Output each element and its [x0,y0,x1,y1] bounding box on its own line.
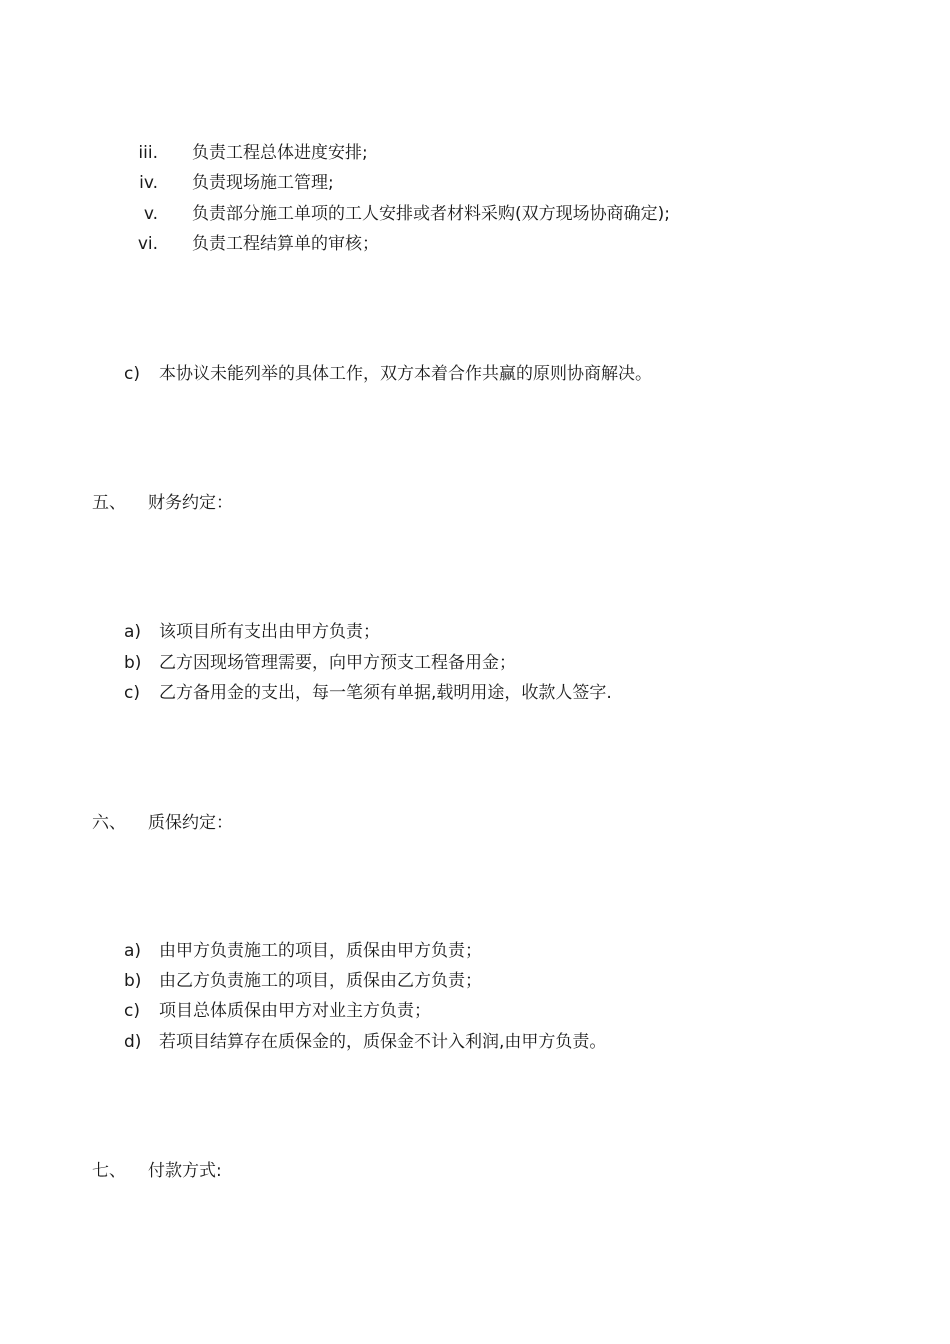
list-item-text: 负责部分施工单项的工人安排或者材料采购(双方现场协商确定); [192,204,670,224]
list-item-text: 由甲方负责施工的项目，质保由甲方负责； [159,941,482,961]
list-item-text: 负责工程结算单的审核； [192,234,379,254]
list-item [0,170,950,196]
list-item-number: iii. [138,143,158,163]
list-item [0,1029,950,1055]
list-item [0,650,950,676]
list-item-number: d) [124,1032,142,1052]
list-item-number: b) [124,971,142,991]
list-item-text: 乙方备用金的支出，每一笔须有单据,载明用途，收款人签字. [159,683,612,703]
list-item [0,938,950,964]
list-item [0,680,950,706]
section-number: 五、 [92,493,126,513]
section-heading-6 [0,810,950,836]
list-item-number: c) [124,1001,140,1021]
section-heading-5 [0,490,950,516]
list-item-text: 该项目所有支出由甲方负责； [159,622,380,642]
list-item-text: 负责现场施工管理; [192,173,334,193]
list-item-text: 项目总体质保由甲方对业主方负责； [159,1001,431,1021]
list-item-number: a) [124,941,142,961]
section-number: 七、 [92,1161,126,1181]
list-item [0,231,950,257]
section-heading-7 [0,1158,950,1184]
list-item-number: v. [143,204,158,224]
list-item-number: c) [124,683,140,703]
list-item-text: 负责工程总体进度安排; [192,143,368,163]
list-item-text: 由乙方负责施工的项目，质保由乙方负责； [159,971,482,991]
list-item-number: b) [124,653,142,673]
list-item-text: 乙方因现场管理需要，向甲方预支工程备用金； [159,653,516,673]
clause-text: 本协议未能列举的具体工作，双方本着合作共赢的原则协商解决。 [159,364,652,384]
list-item-number: iv. [139,173,158,193]
section-title: 质保约定： [148,813,233,833]
list-item-number: a) [124,622,142,642]
list-item [0,201,950,227]
list-item [0,619,950,645]
section-title: 付款方式: [148,1161,222,1181]
clause-number: c) [124,364,140,384]
list-item [0,968,950,994]
section-title: 财务约定： [148,493,233,513]
clause-c [0,361,950,387]
list-item-number: vi. [137,234,158,254]
list-item [0,140,950,166]
section-number: 六、 [92,813,126,833]
list-item [0,998,950,1024]
list-item-text: 若项目结算存在质保金的，质保金不计入利润,由甲方负责。 [159,1032,607,1052]
